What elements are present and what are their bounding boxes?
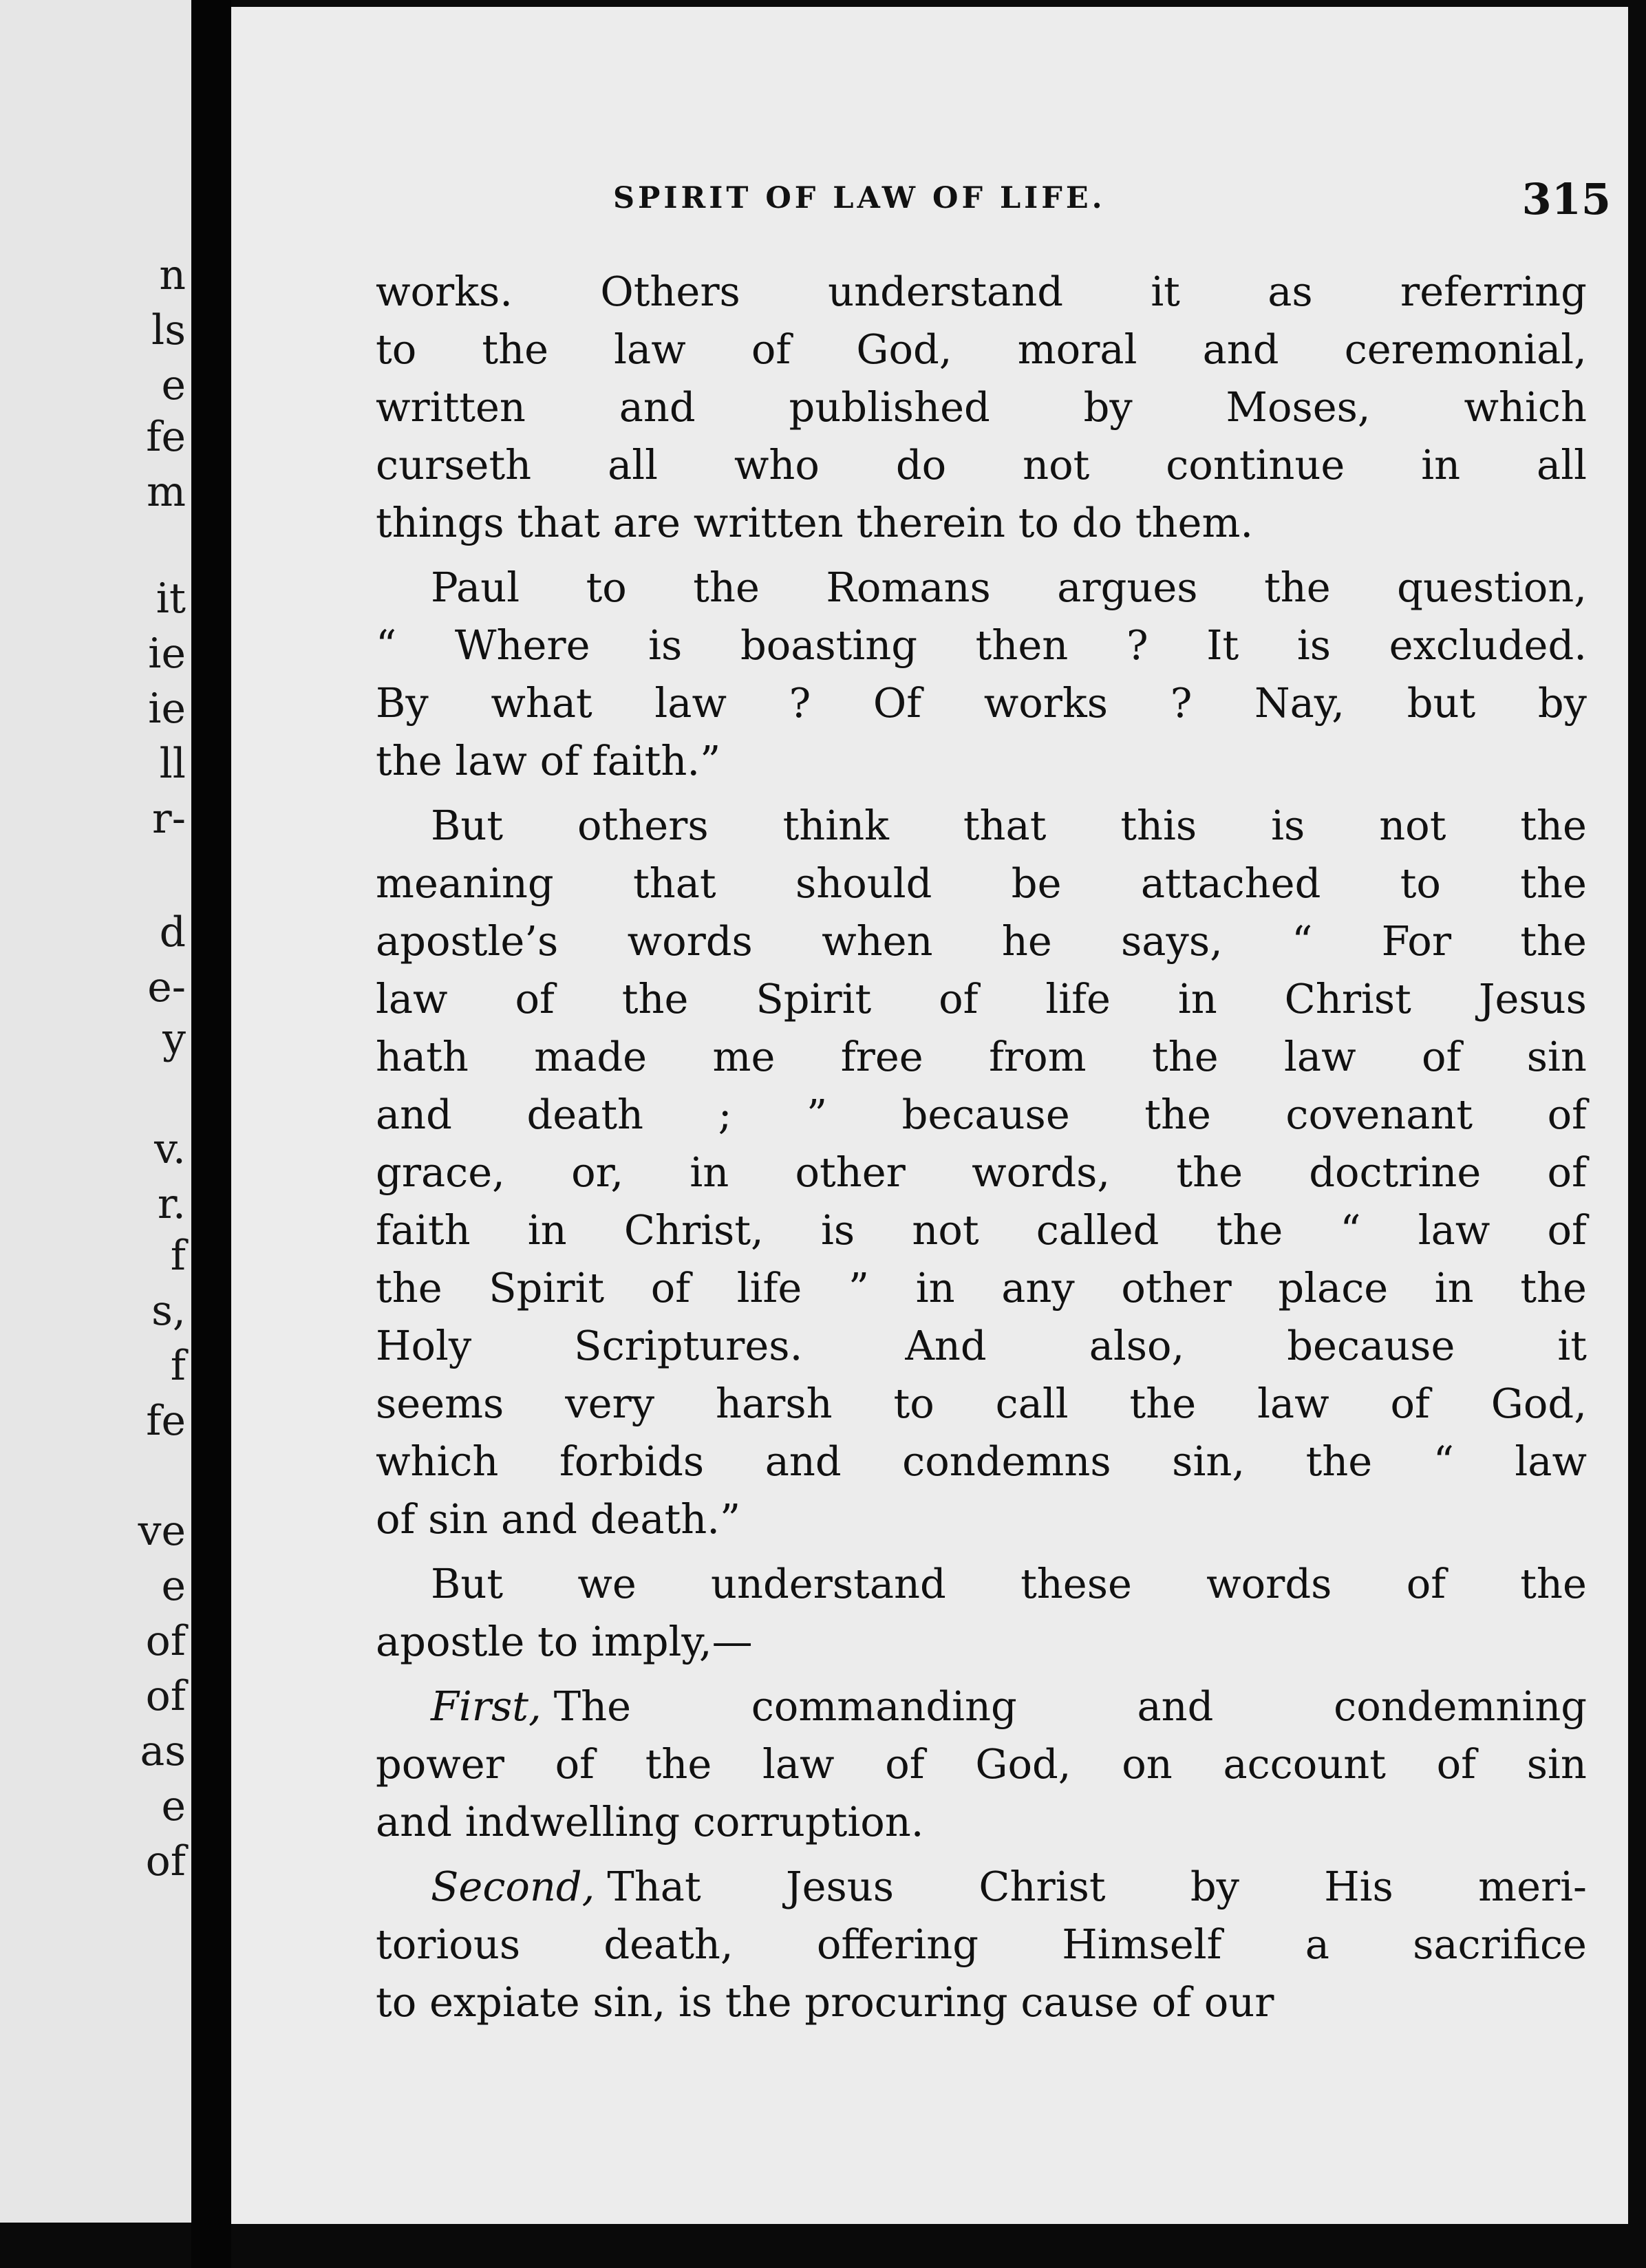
- facing-page-fragment: of: [145, 1617, 186, 1665]
- text-line: [376, 970, 1587, 1028]
- line-text: which forbids and condemns sin, the “ law: [376, 1437, 1587, 1485]
- facing-page-fragment: d: [159, 908, 186, 956]
- text-line: [376, 1201, 1587, 1259]
- text-line: [376, 1555, 1587, 1613]
- line-text: “ Where is boasting then ? It is excluded.: [376, 621, 1587, 669]
- facing-page-fragment: fe: [146, 1397, 186, 1445]
- text-line: [376, 1973, 1587, 2031]
- text-line: [376, 1735, 1587, 1793]
- facing-page-fragment: f: [170, 1232, 186, 1280]
- text-line: [376, 1433, 1587, 1490]
- line-text: hath made me free from the law of sin: [376, 1033, 1587, 1080]
- facing-page-fragment: v.: [154, 1125, 186, 1173]
- line-text: things that are written therein to do them.: [376, 499, 1254, 546]
- facing-page-fragment: s,: [151, 1287, 186, 1335]
- book-page: [231, 7, 1628, 2224]
- facing-page-fragment: fe: [146, 413, 186, 461]
- running-head: [613, 174, 1611, 229]
- text-line: [376, 1317, 1587, 1375]
- facing-page-fragment: ll: [159, 740, 186, 788]
- facing-page-fragment: y: [162, 1015, 186, 1063]
- line-text: and indwelling corruption.: [376, 1798, 924, 1846]
- body-text: [376, 263, 1587, 2031]
- facing-page-fragment: r.: [157, 1180, 186, 1228]
- enumerator: First,: [431, 1682, 542, 1730]
- facing-page-fragment: e-: [147, 963, 186, 1012]
- line-text: The commanding and condemning: [553, 1682, 1587, 1730]
- running-title: SPIRIT OF LAW OF LIFE.: [613, 181, 1106, 215]
- facing-page-fragment: ls: [151, 306, 186, 354]
- line-text: grace, or, in other words, the doctrine of: [376, 1148, 1587, 1196]
- text-line: [376, 1144, 1587, 1201]
- facing-page-fragment: ve: [138, 1507, 186, 1555]
- line-text: law of the Spirit of life in Christ Jesus: [376, 975, 1587, 1023]
- facing-page-fragment: of: [145, 1672, 186, 1720]
- facing-page-fragment: r-: [152, 795, 186, 843]
- text-line: [376, 912, 1587, 970]
- text-line: [376, 1086, 1587, 1144]
- line-text: curseth all who do not continue in all: [376, 441, 1587, 489]
- line-text: apostle’s words when he says, “ For the: [376, 917, 1587, 965]
- line-text: the Spirit of life ” in any other place in the: [376, 1264, 1587, 1312]
- line-text: torious death, offering Himself a sacrifice: [376, 1921, 1587, 1968]
- facing-page-fragment: f: [170, 1342, 186, 1390]
- text-line: [376, 494, 1587, 552]
- facing-page-fragment: ie: [148, 630, 186, 678]
- line-text: and death ; ” because the covenant of: [376, 1091, 1587, 1138]
- line-text: the law of faith.”: [376, 737, 721, 784]
- facing-page-fragment: e: [161, 1562, 186, 1610]
- line-text: written and published by Moses, which: [376, 383, 1587, 431]
- page-number: 315: [1521, 174, 1611, 224]
- text-line: [376, 321, 1587, 378]
- facing-page-fragment: m: [147, 468, 186, 516]
- text-line: [376, 1613, 1587, 1671]
- line-text: But we understand these words of the: [431, 1560, 1587, 1607]
- text-line: [376, 263, 1587, 321]
- text-line: [376, 1259, 1587, 1317]
- facing-page-fragment: of: [145, 1837, 186, 1885]
- text-line: [376, 617, 1587, 674]
- text-line: [376, 559, 1587, 617]
- line-text: That Jesus Christ by His meri-: [607, 1863, 1587, 1910]
- facing-page: [0, 0, 191, 2223]
- text-line: [376, 797, 1587, 855]
- text-line: [376, 1490, 1587, 1548]
- line-text: By what law ? Of works ? Nay, but by: [376, 679, 1587, 727]
- facing-page-fragment: n: [159, 251, 186, 299]
- text-line: [376, 1028, 1587, 1086]
- enumerator: Second,: [431, 1863, 595, 1910]
- line-text: works. Others understand it as referring: [376, 268, 1587, 315]
- line-text: power of the law of God, on account of sin: [376, 1740, 1587, 1788]
- facing-page-fragment: as: [140, 1727, 186, 1775]
- text-line: [376, 732, 1587, 790]
- line-text: of sin and death.”: [376, 1495, 741, 1543]
- facing-page-fragment: e: [161, 361, 186, 409]
- line-text: meaning that should be attached to the: [376, 859, 1587, 907]
- text-line: [376, 1793, 1587, 1851]
- line-text: to the law of God, moral and ceremonial,: [376, 325, 1587, 373]
- line-text: Paul to the Romans argues the question,: [431, 564, 1587, 611]
- line-text: apostle to imply,—: [376, 1618, 753, 1665]
- text-line: [376, 855, 1587, 912]
- line-text: faith in Christ, is not called the “ law of: [376, 1206, 1587, 1254]
- text-line: [376, 1858, 1587, 1916]
- facing-page-fragment: e: [161, 1782, 186, 1830]
- text-line: [376, 1375, 1587, 1433]
- text-line: [376, 1916, 1587, 1973]
- text-line: [376, 378, 1587, 436]
- text-line: [376, 436, 1587, 494]
- text-line: [376, 674, 1587, 732]
- facing-page-fragment: ie: [148, 685, 186, 733]
- line-text: to expiate sin, is the procuring cause of our: [376, 1978, 1274, 2026]
- book-gutter: [191, 0, 231, 2268]
- text-line: [376, 1678, 1587, 1735]
- facing-page-fragment: it: [156, 575, 186, 623]
- line-text: Holy Scriptures. And also, because it: [376, 1322, 1587, 1369]
- line-text: seems very harsh to call the law of God,: [376, 1380, 1587, 1427]
- line-text: But others think that this is not the: [431, 802, 1587, 849]
